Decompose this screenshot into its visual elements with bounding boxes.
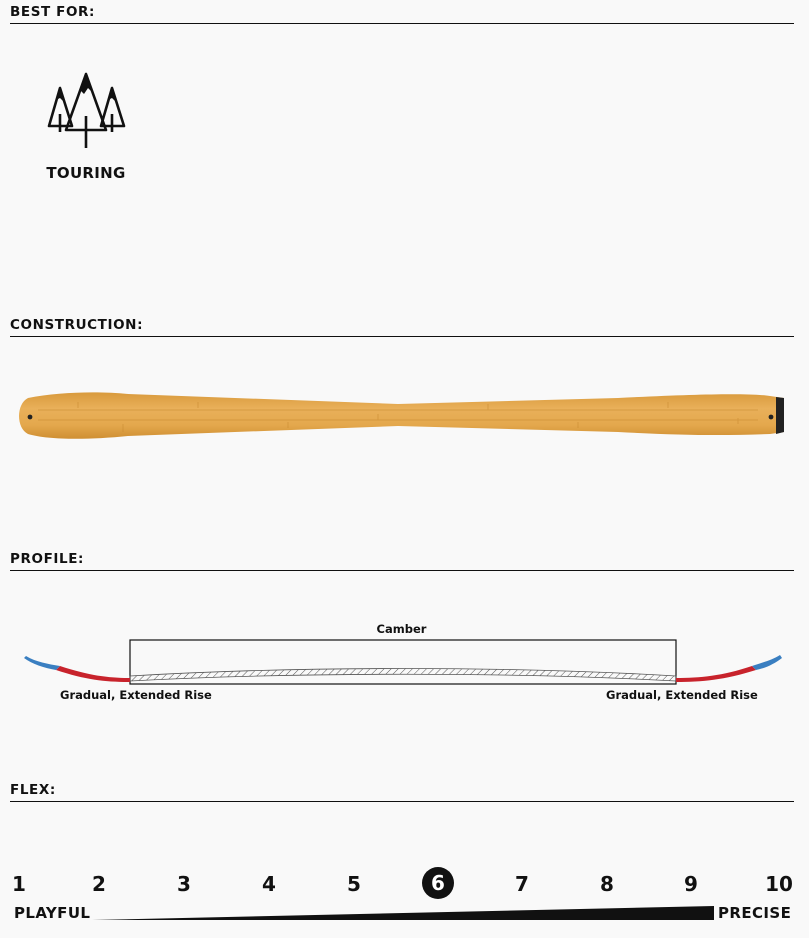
tip-hole [28,415,33,420]
flex-wedge [92,904,716,922]
ski-core-image [18,388,786,452]
rise-left-label: Gradual, Extended Rise [60,688,212,702]
ski-core-shape [19,392,784,438]
camber-label: Camber [376,622,427,636]
best-for-touring [40,70,132,182]
flex-value-4: 4 [262,872,276,896]
flex-min-label: PLAYFUL [14,904,91,922]
flex-value-8: 8 [600,872,614,896]
profile-title: PROFILE: [10,552,794,571]
flex-value-7: 7 [515,872,529,896]
flex-max-label: PRECISE [718,904,792,922]
ski-tail-cap [776,397,784,434]
construction-title: CONSTRUCTION: [10,318,794,337]
flex-title: FLEX: [10,783,794,802]
flex-value-3: 3 [177,872,191,896]
tail-hole [769,415,774,420]
flex-value-2: 2 [92,872,106,896]
mountains-trees-icon [44,70,128,150]
rise-right-blue [752,655,782,670]
best-for-title: BEST FOR: [10,5,794,24]
flex-value-6-selected: 6 [422,867,454,899]
best-for-label: TOURING [46,164,126,182]
camber-base [130,669,676,682]
flex-value-10: 10 [765,872,793,896]
rise-right-red [676,666,756,682]
rise-right-label: Gradual, Extended Rise [606,688,758,702]
flex-value-1: 1 [12,872,26,896]
rise-left-red [56,666,130,682]
rise-left-blue [24,656,60,670]
profile-diagram [0,600,809,720]
flex-value-9: 9 [684,872,698,896]
flex-value-5: 5 [347,872,361,896]
